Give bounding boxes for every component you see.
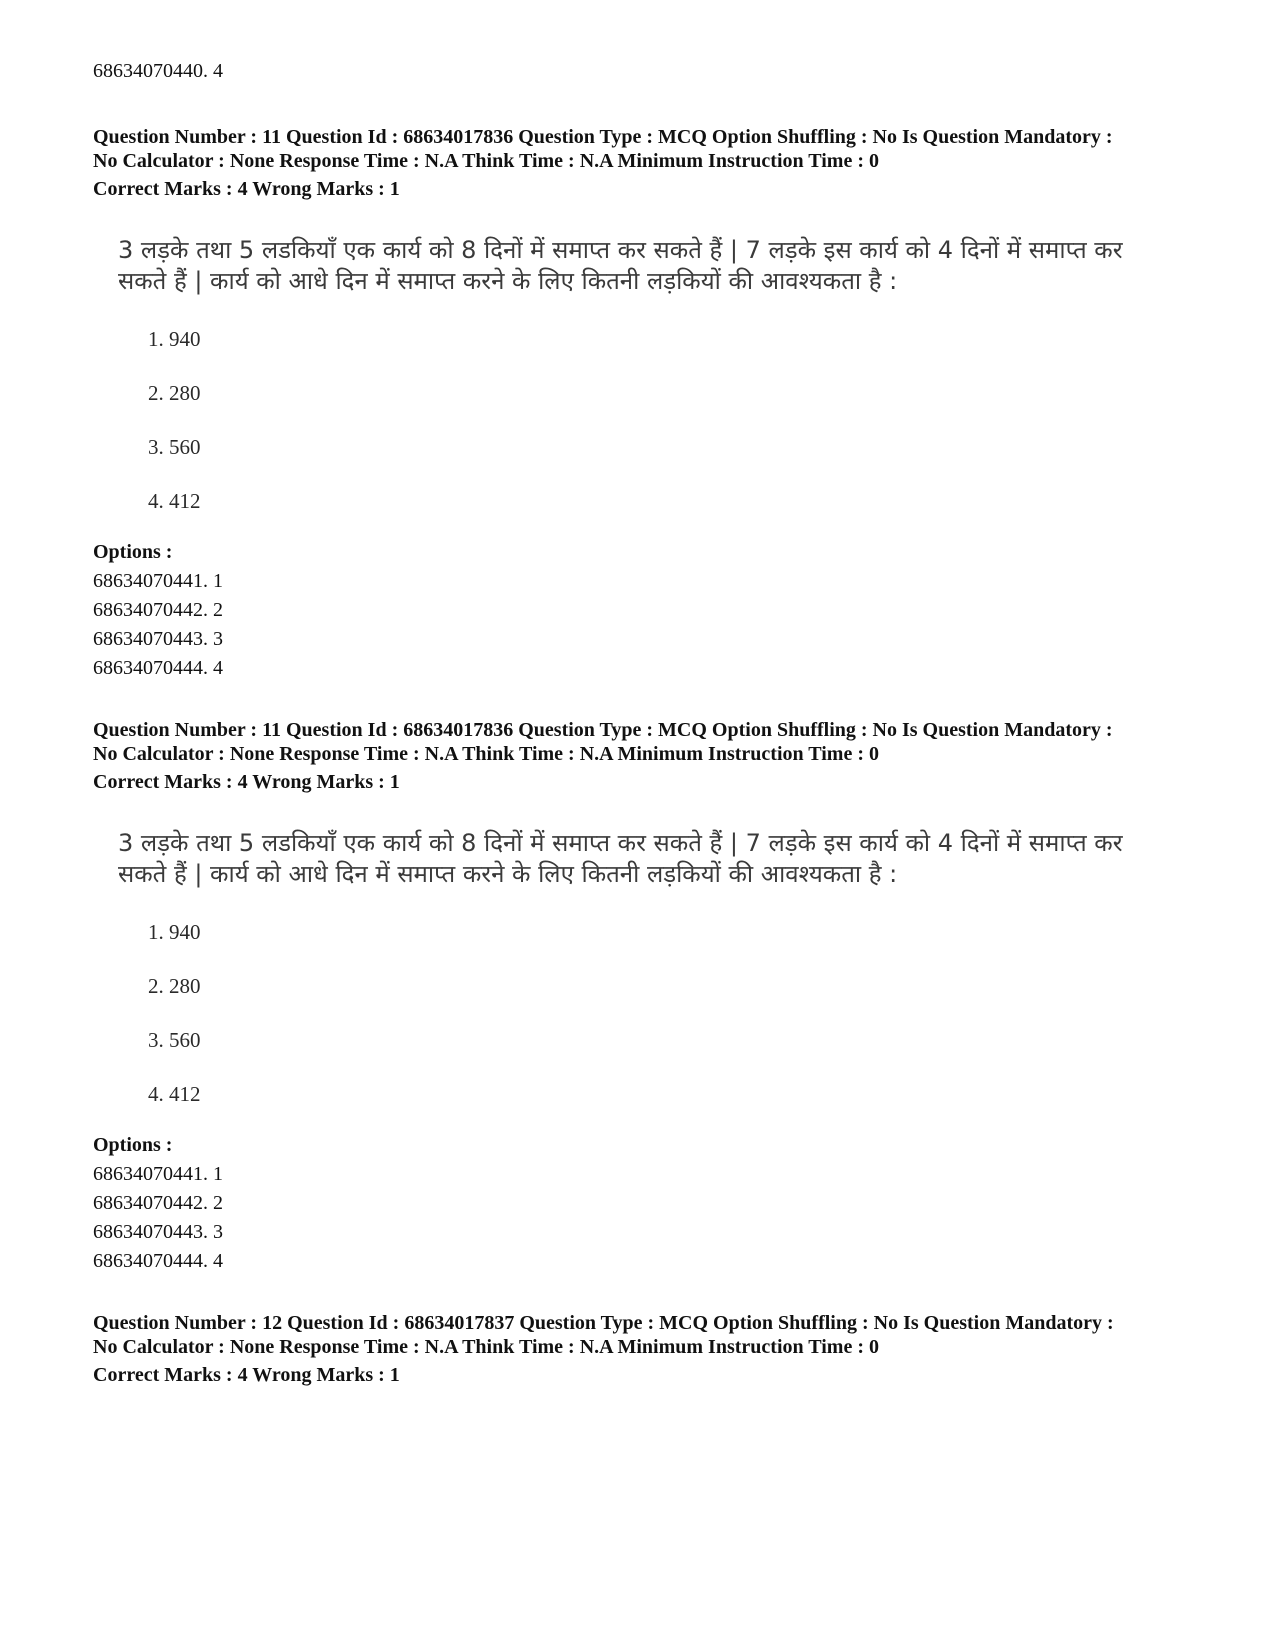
answer-choice: 4. 412 [148, 1082, 201, 1106]
option-line: 68634070441. 1 [93, 570, 223, 592]
question-text-line-1: 3 लड़के तथा 5 लडकियाँ एक कार्य को 8 दिनों में समाप्त कर सकते हैं | 7 लड़के इस कार्य को 4 दिनों में समाप्त कर [118, 236, 1123, 264]
question-meta-line-2: No Calculator : None Response Time : N.A Think Time : N.A Minimum Instruction Time : 0 [93, 150, 879, 172]
question-meta-line-2: No Calculator : None Response Time : N.A Think Time : N.A Minimum Instruction Time : 0 [93, 743, 879, 765]
answer-choice: 2. 280 [148, 974, 201, 998]
option-line: 68634070441. 1 [93, 1163, 223, 1185]
option-line: 68634070443. 3 [93, 1221, 223, 1243]
question-text-line-2: सकते हैं | कार्य को आधे दिन में समाप्त करने के लिए कितनी लड़कियों की आवश्यकता है : [118, 267, 898, 295]
option-line: 68634070443. 3 [93, 628, 223, 650]
question-marks: Correct Marks : 4 Wrong Marks : 1 [93, 178, 400, 200]
option-line: 68634070444. 4 [93, 657, 223, 679]
carryover-option: 68634070440. 4 [93, 60, 223, 82]
answer-choice: 4. 412 [148, 489, 201, 513]
options-label: Options : [93, 1134, 173, 1156]
answer-choice: 3. 560 [148, 435, 201, 459]
question-text-line-2: सकते हैं | कार्य को आधे दिन में समाप्त करने के लिए कितनी लड़कियों की आवश्यकता है : [118, 860, 898, 888]
option-line: 68634070442. 2 [93, 599, 223, 621]
question-meta-line-1: Question Number : 11 Question Id : 68634017836 Question Type : MCQ Option Shuffling : No Is Question Mandatory : [93, 126, 1113, 148]
question-marks: Correct Marks : 4 Wrong Marks : 1 [93, 771, 400, 793]
answer-choice: 1. 940 [148, 920, 201, 944]
option-line: 68634070442. 2 [93, 1192, 223, 1214]
question-meta-line-1: Question Number : 12 Question Id : 68634017837 Question Type : MCQ Option Shuffling : No Is Question Mandatory : [93, 1312, 1114, 1334]
question-marks: Correct Marks : 4 Wrong Marks : 1 [93, 1364, 400, 1386]
option-line: 68634070444. 4 [93, 1250, 223, 1272]
answer-choice: 1. 940 [148, 327, 201, 351]
question-meta-line-1: Question Number : 11 Question Id : 68634017836 Question Type : MCQ Option Shuffling : No Is Question Mandatory : [93, 719, 1113, 741]
options-label: Options : [93, 541, 173, 563]
answer-choice: 2. 280 [148, 381, 201, 405]
question-meta-line-2: No Calculator : None Response Time : N.A Think Time : N.A Minimum Instruction Time : 0 [93, 1336, 879, 1358]
question-text-line-1: 3 लड़के तथा 5 लडकियाँ एक कार्य को 8 दिनों में समाप्त कर सकते हैं | 7 लड़के इस कार्य को 4 दिनों में समाप्त कर [118, 829, 1123, 857]
answer-choice: 3. 560 [148, 1028, 201, 1052]
